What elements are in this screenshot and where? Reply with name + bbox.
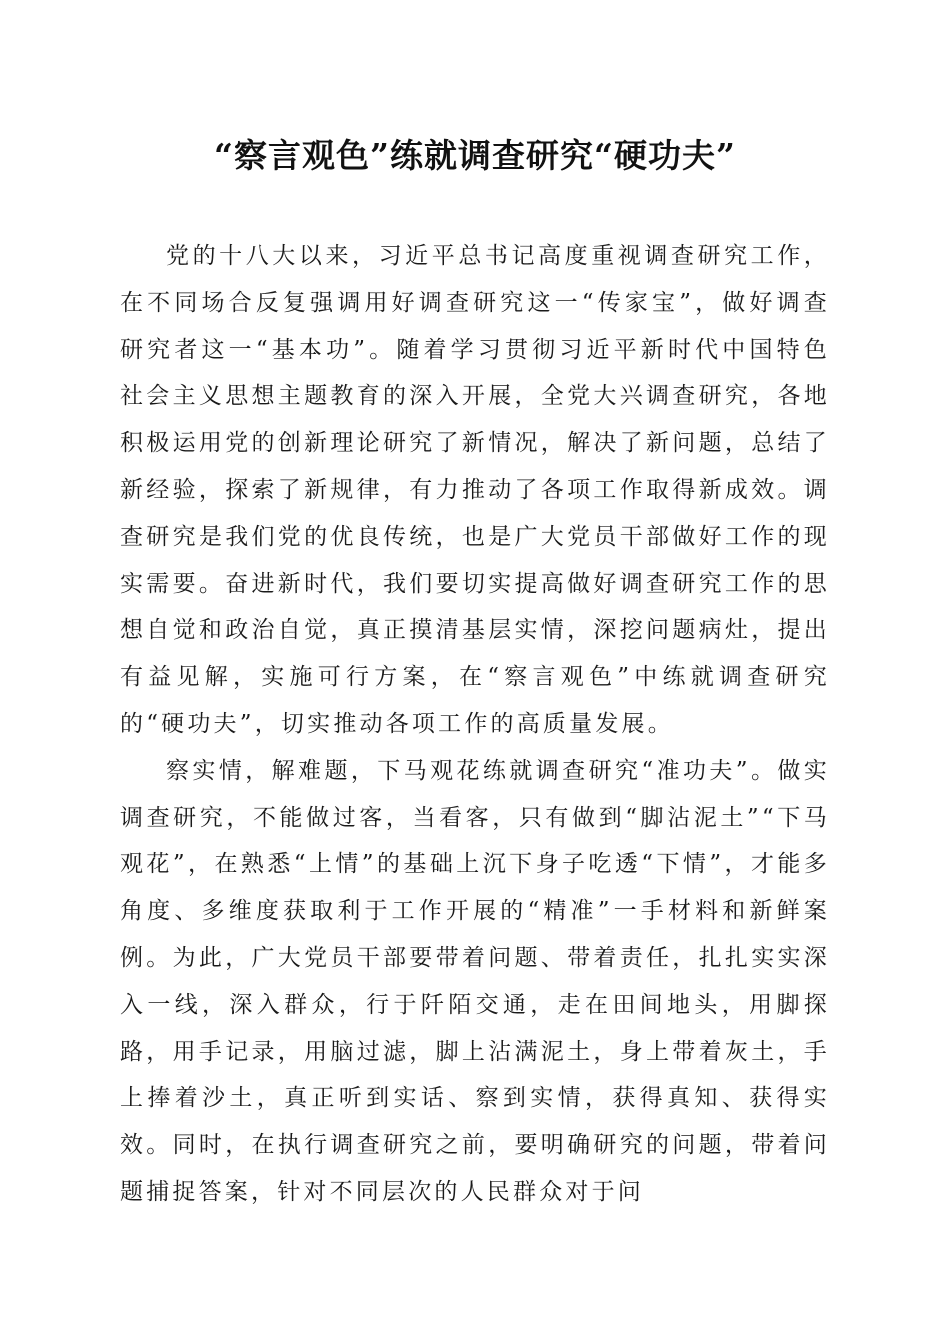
document-title: “察言观色”练就调查研究“硬功夫” bbox=[214, 136, 736, 175]
document-body bbox=[120, 233, 830, 1216]
body-paragraph-1: 党的十八大以来，习近平总书记高度重视调查研究工作，在不同场合反复强调用好调查研究这一“传家宝”，做好调查研究者这一“基本功”。随着学习贯彻习近平新时代中国特色社会主义思想主题教育的深入开展，全党大兴调查研究，各地积极运用党的创新理论研究了新情况，解决了新问题，总结了新经验，探索了新规律，有力推动了各项工作取得新成效。调查研究是我们党的优良传统，也是广大党员干部做好工作的现实需要。奋进新时代，我们要切实提高做好调查研究工作的思想自觉和政治自觉，真正摸清基层实情，深挖问题病灶，提出有益见解，实施可行方案，在“察言观色”中练就调查研究的“硬功夫”，切实推动各项工作的高质量发展。 bbox=[120, 243, 830, 737]
body-paragraph-2: 察实情，解难题，下马观花练就调查研究“准功夫”。做实调查研究，不能做过客，当看客，只有做到“脚沾泥土”“下马观花”，在熟悉“上情”的基础上沉下身子吃透“下情”，才能多角度、多维度获取利于工作开展的“精准”一手材料和新鲜案例。为此，广大党员干部要带着问题、带着责任，扎扎实实深入一线，深入群众，行于阡陌交通，走在田间地头，用脚探路，用手记录，用脑过滤，脚上沾满泥土，身上带着灰土，手上捧着沙土，真正听到实话、察到实情，获得真知、获得实效。同时，在执行调查研究之前，要明确研究的问题，带着问题捕捉答案，针对不同层次的人民群众对于问 bbox=[120, 757, 830, 1205]
